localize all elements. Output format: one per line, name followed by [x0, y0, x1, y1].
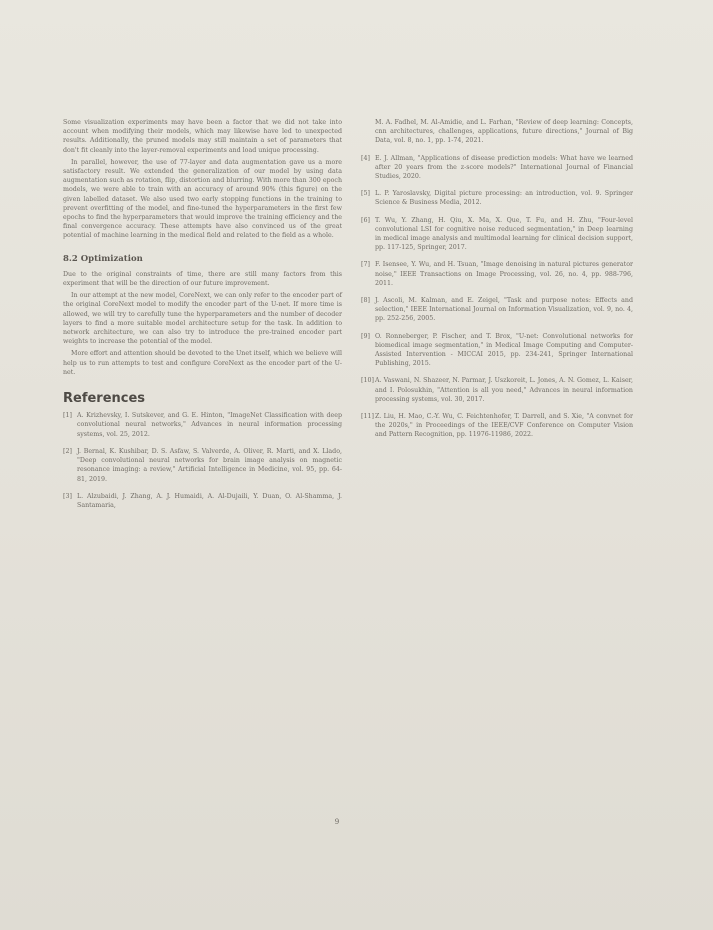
- reference-number: [10]: [361, 377, 374, 385]
- references-heading: References: [63, 391, 146, 407]
- reference-item: [361, 189, 633, 207]
- reference-item: [361, 296, 633, 324]
- reference-text: E. J. Allman, "Applications of disease prediction models: What have we learned after 20 years from the z-score models?" International Journal of Financial Studies, 2020.: [375, 154, 633, 181]
- body-paragraph: Some visualization experiments may have been a factor that we did not take into account when modifying their models, which may likewise have led to unexpected results. Additionally, the pruned models may still maintain a set of parameters that don't fit cleanly into the layer-removal experiments and load unique processing.: [63, 119, 342, 154]
- reference-item: [361, 376, 633, 404]
- reference-number: [9]: [361, 332, 370, 340]
- reference-item: [63, 492, 342, 510]
- reference-item: [361, 412, 633, 440]
- page-number: 9: [334, 818, 340, 826]
- reference-text: L. P. Yaroslavsky, Digital picture processing: an introduction, vol. 9. Springer Science & Business Media, 2012.: [375, 190, 633, 207]
- reference-item: [361, 154, 633, 182]
- reference-text: A. Vaswani, N. Shazeer, N. Parmar, J. Uszkoreit, L. Jones, A. N. Gomez, L. Kaiser, and I. Polosukhin, "Attention is all you need," Advances in neural information processing systems, vol. 30, 2017.: [375, 377, 633, 403]
- reference-number: [6]: [361, 216, 370, 224]
- reference-number: [3]: [63, 492, 72, 500]
- left-column: [63, 118, 342, 518]
- reference-text: F. Isensee, Y. Wu, and H. Tsuan, "Image denoising in natural pictures generator noise," IEEE Transactions on Image Processing, vol. 26, no. 4, pp. 988-796, 2011.: [375, 261, 633, 287]
- reference-item: [63, 447, 342, 484]
- reference-number: [361, 118, 375, 146]
- right-column: [361, 118, 633, 448]
- body-paragraph: More effort and attention should be devoted to the Unet itself, which we believe will help us to run attempts to test and configure CoreNext as the encoder part of the U-net.: [63, 350, 342, 376]
- reference-number: [1]: [63, 412, 72, 420]
- reference-number: [2]: [63, 447, 72, 455]
- body-paragraph: Due to the original constraints of time, there are still many factors from this experiment that will be the direction of our future improvement.: [63, 270, 342, 288]
- reference-item: [361, 332, 633, 369]
- reference-text: L. Alzubaidi, J. Zhang, A. J. Humaidi, A. Al-Dujaili, Y. Duan, O. Al-Shamma, J. Santamaria,: [77, 492, 342, 509]
- body-paragraph: In parallel, however, the use of 77-layer and data augmentation gave us a more satisfactory result. We extended the generalization of our model by using data augmentation such as rotation, flip, distortion and blurring. With more than 300 epoch models, we were able to train with an accuracy of around 90% (this figure) on the given labelled dataset. We also used two early stopping functions in the training to prevent overfitting of the model, and fine-tuned the hyperparameters in the first few epochs to find the hyperparameters that would improve the training efficiency and the final convergence accuracy. These attempts have also convinced us of the great potential of machine learning in the medical field and related to the field as a whole.: [63, 158, 342, 240]
- reference-text: A. Krizhevsky, I. Sutskever, and G. E. Hinton, "ImageNet Classification with deep convolutional neural networks," Advances in neural information processing systems, vol. 25, 2012.: [77, 412, 342, 438]
- reference-text: O. Ronneberger, P. Fischer, and T. Brox, "U-net: Convolutional networks for biomedical image segmentation," in Medical Image Computing and Computer-Assisted Intervention - MICCAI 2015, pp. 234-241, Springer International Publishing, 2015.: [375, 332, 633, 368]
- reference-item: [361, 260, 633, 288]
- section-heading: 8.2 Optimization: [63, 253, 143, 264]
- reference-number: [11]: [361, 413, 374, 421]
- reference-text: M. A. Fadhel, M. Al-Amidie, and L. Farhan, "Review of deep learning: Concepts, cnn architectures, challenges, applications, future directions," Journal of Big Data, vol. 8, no. 1, pp. 1-74, 2021.: [375, 119, 633, 145]
- reference-item: [63, 411, 342, 439]
- reference-number: [8]: [361, 297, 370, 305]
- reference-item: [361, 216, 633, 253]
- reference-text: T. Wu, Y. Zhang, H. Qiu, X. Ma, X. Que, T. Fu, and H. Zhu, "Four-level convolutional LSI for cognitive noise reduced segmentation," in Deep learning in medical image analysis and multimodal learning for clinical decision support, pp. 117-125, Springer, 2017.: [375, 216, 633, 252]
- reference-number: [4]: [361, 154, 370, 162]
- reference-text: Z. Liu, H. Mao, C.-Y. Wu, C. Feichtenhofer, T. Darrell, and S. Xie, "A convnet for the 2020s," in Proceedings of the IEEE/CVF Conference on Computer Vision and Pattern Recognition, pp. 11976-11986, 2022.: [375, 413, 633, 439]
- reference-text: J. Bernal, K. Kushibar, D. S. Asfaw, S. Valverde, A. Oliver, R. Marti, and X. Llado, "Deep convolutional neural networks for brain image analysis on magnetic resonance imaging: a review," Artificial Intelligence in Medicine, vol. 95, pp. 64-81, 2019.: [77, 447, 342, 483]
- reference-number: [7]: [361, 261, 370, 269]
- reference-text: J. Ascoli, M. Kalman, and E. Zeigel, "Task and purpose notes: Effects and selection," IEEE International Journal on Information Visualization, vol. 9, no. 4, pp. 252-256, 2005.: [375, 297, 633, 323]
- reference-item: [361, 118, 633, 146]
- reference-number: [5]: [361, 190, 370, 198]
- body-paragraph: In our attempt at the new model, CoreNext, we can only refer to the encoder part of the original CoreNext model to modify the encoder part of the U-net. If more time is allowed, we will try to carefully tune the hyperparameters and the number of decoder layers to find a more suitable model architecture setup for the task. In addition to network architecture, we can also try to introduce the pre-trained encoder part weights to increase the potential of the model.: [63, 292, 342, 346]
